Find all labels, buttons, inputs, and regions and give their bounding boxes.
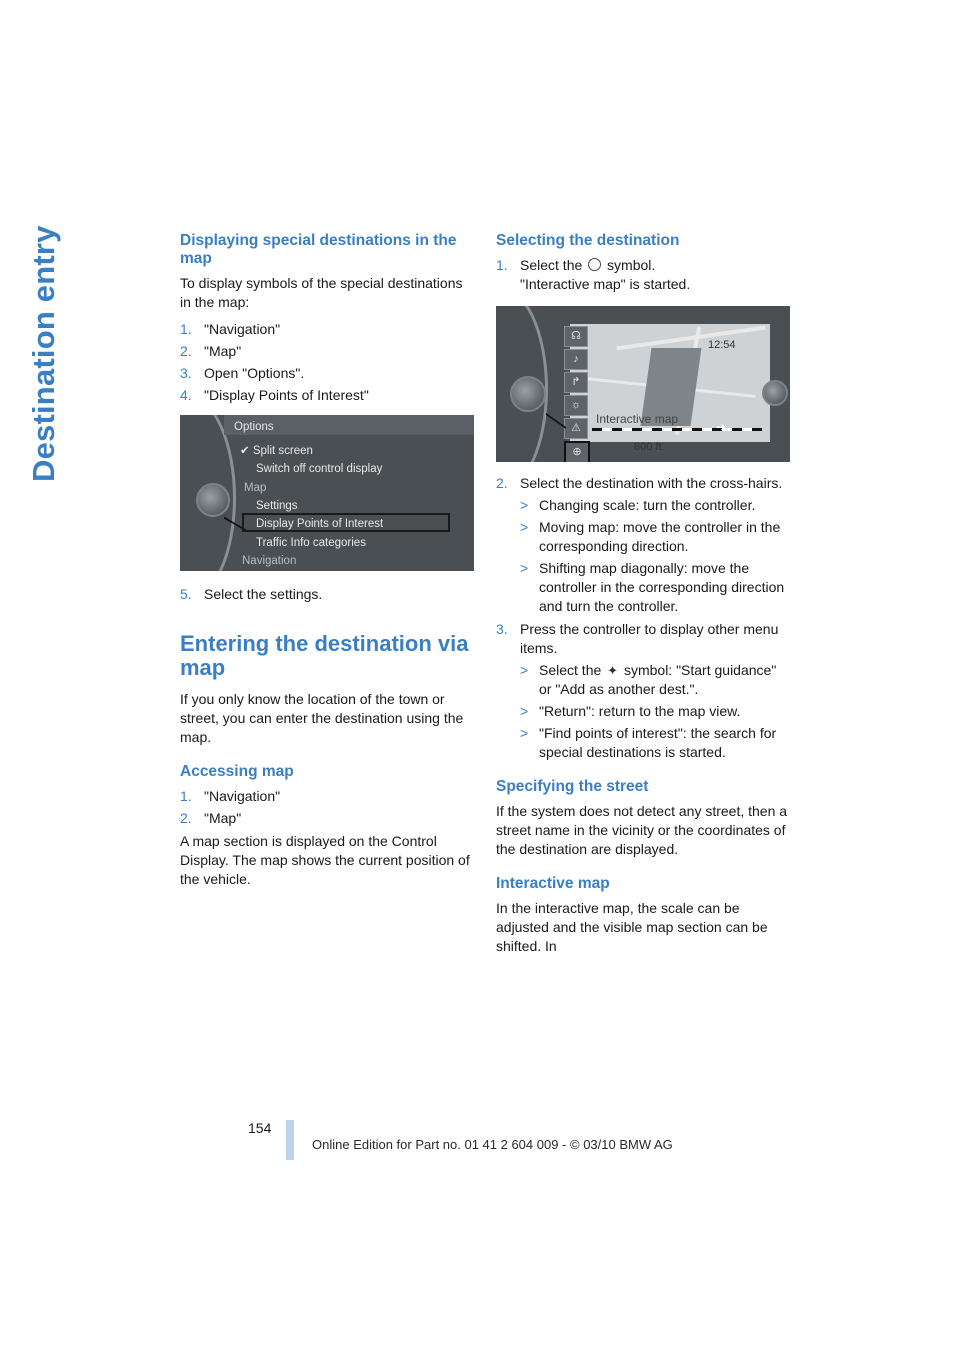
crosshair-icon: ⊕ [564, 441, 590, 462]
step: 1. "Navigation" [180, 321, 281, 337]
flag-icon: ✦ [607, 663, 619, 678]
speaker-icon: ♪ [564, 349, 588, 370]
menu-item-display-poi: Display Points of Interest [256, 518, 384, 530]
menu-section-navigation: Navigation [242, 555, 297, 567]
bullet: > Moving map: move the controller in the corresponding direction. [520, 519, 781, 554]
menu-item-switch-off: Switch off control display [256, 463, 383, 475]
bullet: > Changing scale: turn the controller. [520, 497, 756, 513]
route-icon: ↱ [564, 372, 588, 393]
scale-bar [592, 428, 762, 431]
footer-accent-bar [286, 1120, 294, 1160]
bullet: > "Find points of interest": the search for special destinations is started. [520, 725, 777, 760]
map-clock: 12:54 [708, 339, 736, 351]
step: 3. Open "Options". [180, 365, 305, 381]
page-number: 154 [248, 1120, 272, 1136]
bullet: > Select the ✦ symbol: "Start guidance" or "Add as another dest.". [520, 662, 777, 697]
menu-section-map: Map [244, 482, 267, 494]
step: 1. "Navigation" [180, 788, 281, 804]
step: 2. Select the destination with the cross-hairs. [496, 475, 783, 491]
crosshair-icon [588, 258, 601, 271]
specifying-paragraph: If the system does not detect any street, then a street name in the vicinity or the coordinates of the destination are displayed. [496, 803, 788, 857]
map-icon-column [564, 326, 588, 462]
voice-icon: ☊ [564, 326, 588, 347]
side-knob-icon [762, 380, 788, 406]
step: 4. "Display Points of Interest" [180, 387, 369, 403]
warning-icon: ⚠ [564, 418, 588, 439]
heading-display-special-destinations: Displaying special destinations in the map [180, 232, 457, 267]
access-paragraph: A map section is displayed on the Control Display. The map shows the current position of the vehicle. [180, 833, 470, 887]
interactive-map-label: Interactive map [596, 412, 679, 426]
sun-icon: ☼ [564, 395, 588, 416]
menu-item-settings: Settings [256, 500, 298, 512]
interactive-paragraph: In the interactive map, the scale can be adjusted and the visible map section can be shifted. In [496, 900, 768, 954]
menu-item-traffic-info: Traffic Info categories [256, 537, 366, 549]
footer-edition-text: Online Edition for Part no. 01 41 2 604 009 - © 03/10 BMW AG [312, 1137, 673, 1152]
controller-knob-icon [510, 376, 546, 412]
menu-item-split-screen: ✔ Split screen [240, 445, 313, 457]
side-section-title: Destination entry [26, 225, 61, 482]
step: 3. Press the controller to display other menu items. [496, 621, 779, 656]
bullet: > "Return": return to the map view. [520, 703, 741, 719]
heading-selecting-destination: Selecting the destination [496, 232, 680, 249]
options-menu-screenshot [180, 415, 474, 571]
bullet: > Shifting map diagonally: move the controller in the corresponding direction and turn the controller. [520, 560, 785, 614]
step2-bullets [520, 496, 792, 616]
heading-entering-destination: Entering the destination via map [180, 631, 469, 680]
pointer-line [546, 395, 566, 429]
arrow-icon: ➔ [716, 420, 727, 434]
heading-interactive-map: Interactive map [496, 875, 610, 892]
interactive-map-screenshot [496, 306, 790, 462]
left-column [180, 232, 476, 893]
step: 2. "Map" [180, 343, 242, 359]
step: 2. "Map" [180, 810, 242, 826]
menu-title: Options [234, 421, 274, 433]
entering-paragraph: If you only know the location of the town or street, you can enter the destination using the map. [180, 691, 464, 745]
step: 5. Select the settings. [180, 586, 323, 602]
intro-paragraph: To display symbols of the special destinations in the map: [180, 275, 463, 310]
step: 1. Select the symbol. "Interactive map" is started. [496, 257, 691, 292]
step3-bullets [520, 661, 792, 762]
right-column [496, 232, 792, 960]
heading-accessing-map: Accessing map [180, 763, 294, 780]
scale-label: 800 ft. [634, 441, 665, 453]
heading-specifying-street: Specifying the street [496, 778, 649, 795]
